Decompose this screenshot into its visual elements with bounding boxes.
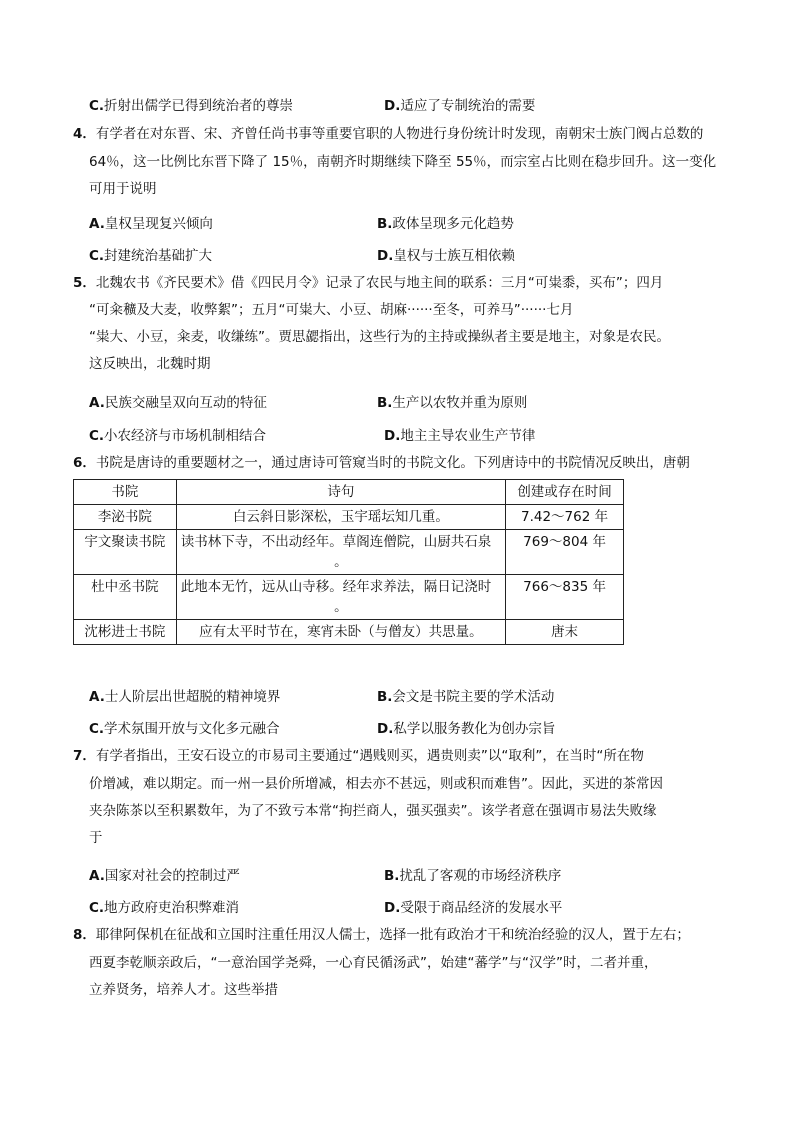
academy-table [73,479,624,645]
academy-name: 李泌书院 [74,505,177,530]
q3-option-c: C.折射出儒学已得到统治者的尊崇 [89,98,294,114]
q5-option-a: A.民族交融呈双向互动的特征 [89,395,267,411]
q5-stem-line-3: “粜大、小豆，籴麦，收缣练”。贾思勰指出，这些行为的主持或操纵者主要是地主，对象是农民。 [89,329,670,345]
header-time: 创建或存在时间 [506,480,624,505]
q4-option-c: C.封建统治基础扩大 [89,248,213,264]
q4-stem-line-2: 64％，这一比例比东晋下降了 15％，南朝齐时期继续下降至 55％，而宗室占比则在稳步回升。这一变化 [89,154,717,170]
table-header-row [74,480,624,505]
table-row [74,505,624,530]
q5-stem-line-2: “可籴穬及大麦，收弊絮”；五月“可粜大、小豆、胡麻······至冬，可养马”······七月 [89,302,574,318]
academy-name: 杜中丞书院 [74,575,177,620]
q5-option-c: C.小农经济与市场机制相结合 [89,428,267,444]
poem-tail: 。 [334,554,348,570]
table-row [74,575,624,620]
poem-line: 应有太平时节在，寒宵未卧（与僧友）共思量。 [176,620,505,645]
q6-stem-line-1: 6．书院是唐诗的重要题材之一，通过唐诗可管窥当时的书院文化。下列唐诗中的书院情况反映出，唐朝 [73,455,690,471]
poem-tail: 。 [334,599,348,615]
q4-option-b: B.政体呈现多元化趋势 [377,216,514,232]
q8-stem-line-2: 西夏李乾顺亲政后，“一意治国学尧舜，一心育民循汤武”，始建“蕃学”与“汉学”时，二者并重， [89,955,658,971]
q5-option-d: D.地主主导农业生产节律 [384,428,536,444]
poem-line: 此地本无竹，远从山寺移。经年求养法，隔日记浇时 [180,579,492,595]
academy-name: 宇文聚读书院 [74,530,177,575]
q7-option-d: D.受限于商品经济的发展水平 [384,900,563,916]
poem-line: 读书林下寺，不出动经年。草阁连僧院，山厨共石泉 [180,534,492,550]
academy-name: 沈彬进士书院 [74,620,177,645]
q7-stem-line-3: 夹杂陈茶以至积累数年，为了不致亏本常“拘拦商人，强买强卖”。该学者意在强调市易法失败缘 [89,803,657,819]
table-row [74,620,624,645]
header-poem: 诗句 [176,480,505,505]
academy-time: 7.42～762 年 [506,505,624,530]
q7-stem-line-4: 于 [89,830,103,846]
q5-option-b: B.生产以农牧并重为原则 [377,395,528,411]
q8-stem-line-1: 8．耶律阿保机在征战和立国时注重任用汉人儒士，选择一批有政治才干和统治经验的汉人，置于左右； [73,927,690,943]
q5-stem-line-1: 5．北魏农书《齐民要术》借《四民月令》记录了农民与地主间的联系：三月“可粜黍，买布”；四月 [73,275,664,291]
poem-cell [176,530,505,575]
table-row [74,530,624,575]
q5-stem-line-4: 这反映出，北魏时期 [89,356,211,372]
q7-stem-line-1: 7．有学者指出，王安石设立的市易司主要通过“遇贱则买，遇贵则卖”以“取利”，在当时“所在物 [73,748,644,764]
poem-line: 白云斜日影深松，玉宇瑶坛知几重。 [176,505,505,530]
q7-option-a: A.国家对社会的控制过严 [89,868,240,884]
q7-option-c: C.地方政府吏治积弊难消 [89,900,240,916]
poem-cell [176,575,505,620]
q6-option-c: C.学术氛围开放与文化多元融合 [89,721,280,737]
header-academy: 书院 [74,480,177,505]
academy-time: 769～804 年 [506,530,624,575]
q7-option-b: B.扰乱了客观的市场经济秩序 [384,868,562,884]
q4-option-d: D.皇权与士族互相依赖 [377,248,515,264]
q6-option-a: A.士人阶层出世超脱的精神境界 [89,689,281,705]
q8-stem-line-3: 立养贤务，培养人才。这些举措 [89,982,278,998]
q4-stem-line-3: 可用于说明 [89,181,157,197]
q4-option-a: A.皇权呈现复兴倾向 [89,216,213,232]
q6-option-b: B.会文是书院主要的学术活动 [377,689,555,705]
academy-time: 766～835 年 [506,575,624,620]
q6-option-d: D.私学以服务教化为创办宗旨 [377,721,556,737]
q7-stem-line-2: 价增减，难以期定。而一州一县价所增减，相去亦不甚远，则或积而难售”。因此，买进的茶常因 [89,776,663,792]
academy-time: 唐末 [506,620,624,645]
q4-stem-line-1: 4．有学者在对东晋、宋、齐曾任尚书事等重要官职的人物进行身份统计时发现，南朝宋士族门阀占总数的 [73,126,704,142]
q3-option-d: D.适应了专制统治的需要 [384,98,536,114]
